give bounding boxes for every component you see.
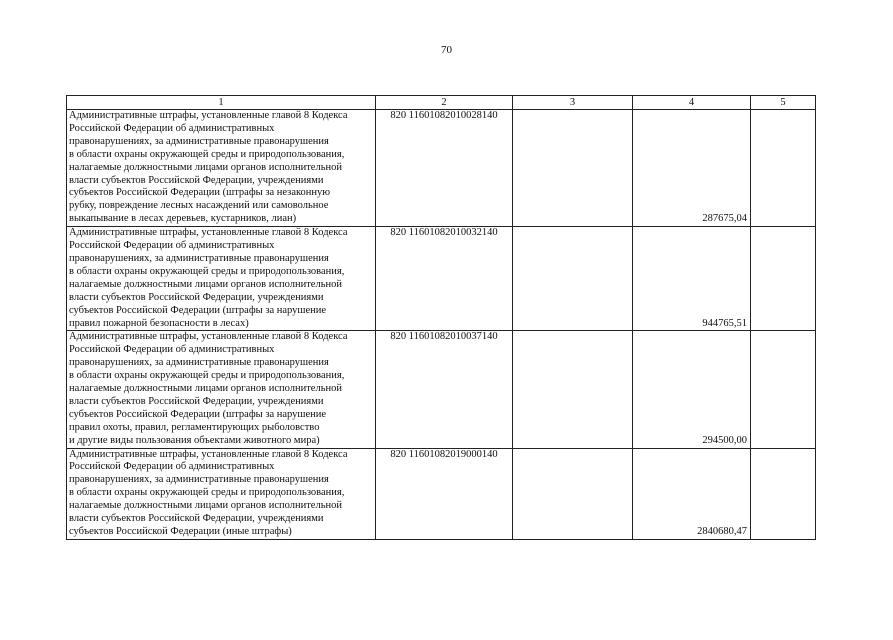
page-number: 70 — [441, 44, 452, 56]
description-line: Административные штрафы, установленные главой 8 Кодекса — [69, 110, 348, 121]
description-line: власти субъектов Российской Федерации, учреждениями — [69, 513, 324, 525]
description-line: налагаемые должностными лицами органов исполнительной — [69, 278, 342, 290]
code-cell: 820 11601082010032140 — [376, 227, 513, 331]
description-line: субъектов Российской Федерации (иные штрафы) — [69, 526, 292, 537]
column-header-3: 3 — [513, 96, 633, 110]
description-cell — [67, 448, 376, 539]
column-5-cell — [751, 331, 816, 448]
description-line: в области охраны окружающей среды и природопользования, — [69, 370, 345, 382]
table-row — [67, 448, 816, 539]
description-line: Российской Федерации об административных — [69, 122, 275, 134]
amount-cell: 287675,04 — [633, 110, 751, 227]
amount-cell: 944765,51 — [633, 227, 751, 331]
description-line: и другие виды пользования объектами животного мира) — [69, 434, 320, 446]
column-5-cell — [751, 110, 816, 227]
description-line: налагаемые должностными лицами органов исполнительной — [69, 500, 342, 512]
description-line: правонарушениях, за административные правонарушения — [69, 135, 329, 147]
amount-cell: 294500,00 — [633, 331, 751, 448]
table-header-row — [67, 96, 816, 110]
description-cell — [67, 227, 376, 331]
budget-table — [66, 95, 816, 540]
description-line: Административные штрафы, установленные главой 8 Кодекса — [69, 448, 348, 460]
column-header-2: 2 — [376, 96, 513, 110]
description-line: налагаемые должностными лицами органов исполнительной — [69, 161, 342, 173]
description-line: власти субъектов Российской Федерации, учреждениями — [69, 174, 324, 186]
column-5-cell — [751, 448, 816, 539]
description-line: Административные штрафы, установленные главой 8 Кодекса — [69, 227, 348, 239]
code-cell: 820 11601082010037140 — [376, 331, 513, 448]
column-3-cell — [513, 448, 633, 539]
description-line: в области охраны окружающей среды и природопользования, — [69, 487, 345, 499]
description-line: субъектов Российской Федерации (штрафы за нарушение — [69, 304, 327, 316]
description-line: правонарушениях, за административные правонарушения — [69, 252, 329, 264]
description-line: в области охраны окружающей среды и природопользования, — [69, 265, 345, 277]
description-cell — [67, 331, 376, 448]
description-line: Административные штрафы, установленные главой 8 Кодекса — [69, 331, 348, 343]
description-line: правил пожарной безопасности в лесах) — [69, 317, 249, 329]
description-line: правонарушениях, за административные правонарушения — [69, 357, 329, 369]
description-line: в области охраны окружающей среды и природопользования, — [69, 148, 345, 160]
description-cell — [67, 110, 376, 227]
table-row — [67, 331, 816, 448]
description-line: власти субъектов Российской Федерации, учреждениями — [69, 395, 324, 407]
description-line: налагаемые должностными лицами органов исполнительной — [69, 383, 342, 395]
column-header-1: 1 — [67, 96, 376, 110]
description-line: выкапывание в лесах деревьев, кустарников, лиан) — [69, 213, 297, 225]
description-line: рубку, повреждение лесных насаждений или самовольное — [69, 200, 329, 212]
column-3-cell — [513, 227, 633, 331]
description-line: власти субъектов Российской Федерации, учреждениями — [69, 291, 324, 303]
column-5-cell — [751, 227, 816, 331]
column-header-4: 4 — [633, 96, 751, 110]
description-line: Российской Федерации об административных — [69, 240, 275, 252]
code-cell: 820 11601082019000140 — [376, 448, 513, 539]
amount-cell: 2840680,47 — [633, 448, 751, 539]
table-row — [67, 227, 816, 331]
code-cell: 820 11601082010028140 — [376, 110, 513, 227]
column-3-cell — [513, 331, 633, 448]
table-row — [67, 110, 816, 227]
description-line: субъектов Российской Федерации (штрафы за незаконную — [69, 187, 331, 199]
description-line: Российской Федерации об административных — [69, 344, 275, 356]
description-line: правонарушениях, за административные правонарушения — [69, 474, 329, 486]
description-line: Российской Федерации об административных — [69, 461, 275, 473]
description-line: субъектов Российской Федерации (штрафы за нарушение — [69, 408, 327, 420]
column-header-5: 5 — [751, 96, 816, 110]
column-3-cell — [513, 110, 633, 227]
description-line: правил охоты, правил, регламентирующих рыболовство — [69, 421, 320, 433]
